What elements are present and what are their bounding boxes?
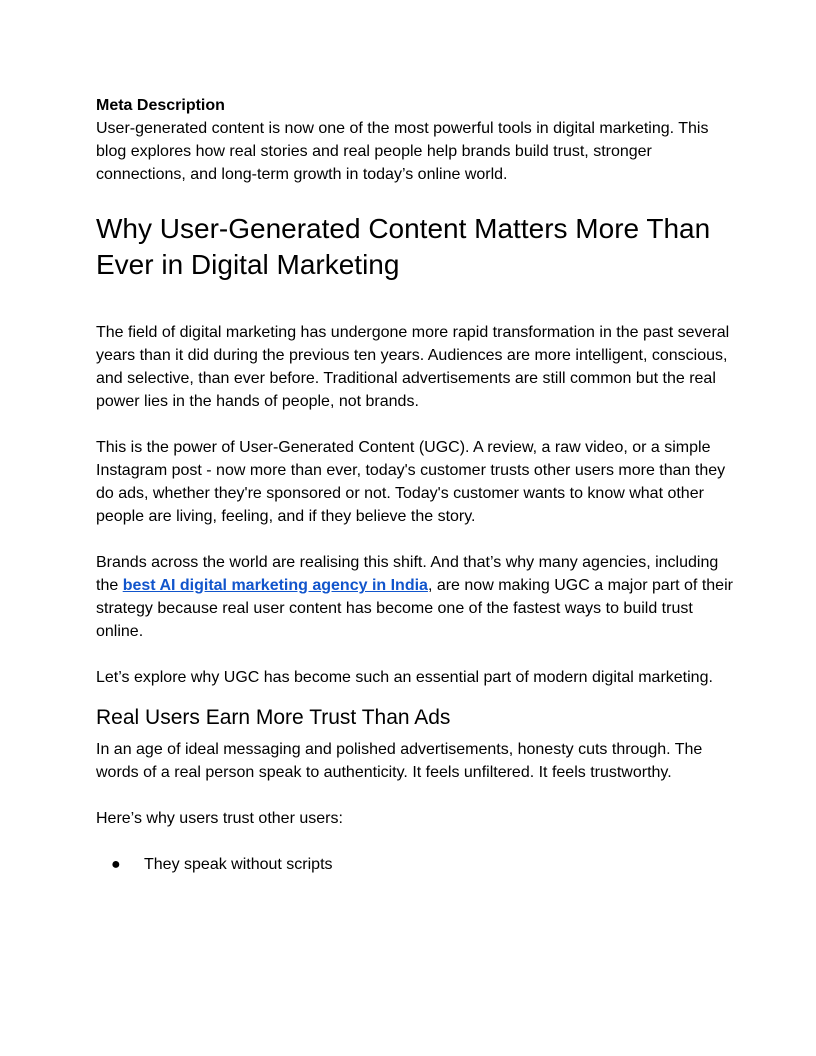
paragraph-3-text-after: , are now making UGC a major part of their strategy because real user content has become one of the fastest ways to build trust online. <box>96 577 733 640</box>
list-item-text: They speak without scripts <box>144 856 333 873</box>
section-paragraph-1: In an age of ideal messaging and polished advertisements, honesty cuts through. The words of a real person speak to authenticity. It feels unfiltered. It feels trustworthy. <box>96 741 703 781</box>
section-paragraph-2: Here’s why users trust other users: <box>96 810 343 827</box>
document-page <box>96 94 736 876</box>
list-item <box>96 853 736 876</box>
page-title: Why User-Generated Content Matters More Than Ever in Digital Marketing <box>96 213 711 280</box>
paragraph-3-text-before: Brands across the world are realising this shift. And that’s why many agencies, including the <box>96 554 719 594</box>
paragraph-gap <box>96 413 736 436</box>
agency-link[interactable]: best AI digital marketing agency in India <box>122 577 428 594</box>
meta-description-block <box>96 94 736 186</box>
bullet-icon: ● <box>111 856 121 873</box>
meta-description-label: Meta Description <box>96 97 225 114</box>
paragraph-gap <box>96 830 736 853</box>
spacer <box>96 283 736 321</box>
paragraph-gap <box>96 784 736 807</box>
intro-paragraph-1: The field of digital marketing has undergone more rapid transformation in the past several years than it did during the previous ten years. Audiences are more intelligent, conscious, and selective, than ever before. Traditional advertisements are still common but the real power lies in the hands of people, not brands. <box>96 324 730 410</box>
paragraph-gap <box>96 528 736 551</box>
intro-paragraph-2: This is the power of User-Generated Content (UGC). A review, a raw video, or a simple Instagram post - now more than ever, today's customer trusts other users more than they do ads, whether they're sponsored or not. Today's customer wants to know what other people are living, feeling, and if they believe the story. <box>96 439 726 525</box>
intro-paragraph-4: Let’s explore why UGC has become such an essential part of modern digital marketing. <box>96 669 713 686</box>
intro-paragraph-3 <box>96 551 736 643</box>
bullet-list <box>96 853 736 876</box>
meta-description-text: User-generated content is now one of the most powerful tools in digital marketing. This blog explores how real stories and real people help brands build trust, stronger connections, and long-term growth in today’s online world. <box>96 120 709 183</box>
paragraph-gap <box>96 643 736 666</box>
section-heading-real-users: Real Users Earn More Trust Than Ads <box>96 706 451 729</box>
